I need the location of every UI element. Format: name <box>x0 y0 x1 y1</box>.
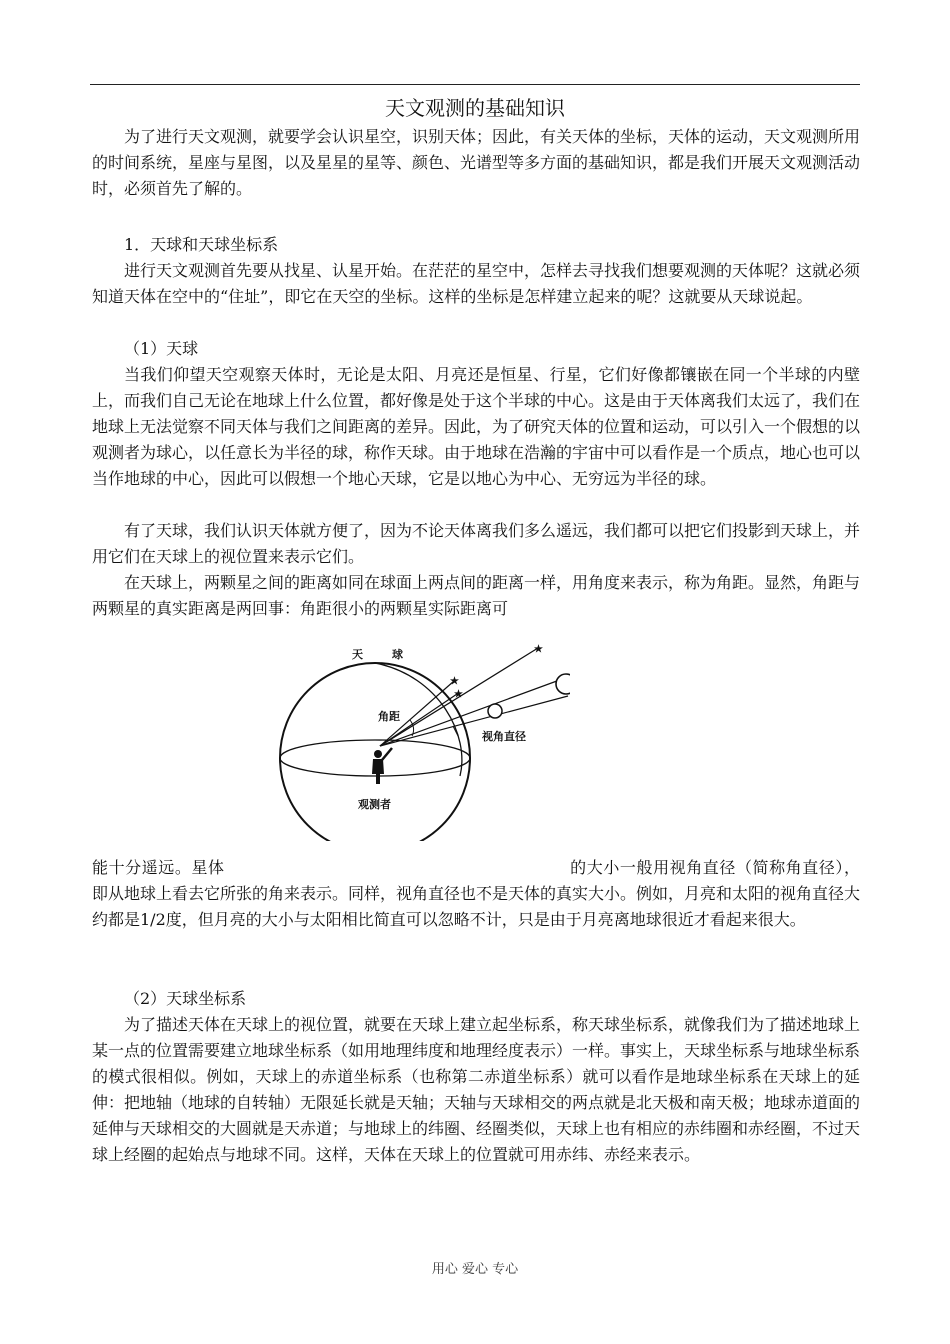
page-title: 天文观测的基础知识 <box>385 96 565 120</box>
subsection-celestial-sphere-heading: （1）天球 <box>124 339 199 358</box>
header-rule <box>90 84 860 85</box>
angular-distance-paragraph: 在天球上，两颗星之间的距离如同在球面上两点间的距离一样，用角度来表示，称为角距。显然，角距与两颗星的真实距离是两回事：角距很小的两颗星实际距离可 <box>92 573 861 618</box>
angular-diameter-paragraph-start: 能十分遥远。星体 <box>92 858 225 877</box>
angular-diameter-paragraph <box>92 855 860 933</box>
label-sphere: 球 <box>392 648 403 661</box>
celestial-sphere-diagram <box>270 636 570 841</box>
label-angular-distance: 角距 <box>378 710 400 723</box>
label-observer: 观测者 <box>358 798 391 811</box>
celestial-sphere-paragraph-1: 当我们仰望天空观察天体时，无论是太阳、月亮还是恒星、行星，它们好像都镶嵌在同一个半球的内壁上，而我们自己无论在地球上什么位置，都好像是处于这个半球的中心。这是由于天体离我们太远了，我们在地球上无法觉察不同天体与我们之间距离的差异。因此，为了研究天体的位置和运动，可以引入一个假想的以观测者为球心，以任意长为半径的球，称作天球。由于地球在浩瀚的宇宙中可以看作是一个质点，地心也可以当作地球的中心，因此可以假想一个地心天球，它是以地心为中心、无穷远为半径的球。 <box>92 365 861 488</box>
subsection-coordinate-system-heading: （2）天球坐标系 <box>124 989 247 1008</box>
telescope-icon <box>382 748 392 760</box>
angular-distance-arc <box>410 720 414 736</box>
celestial-sphere-figure <box>270 636 570 841</box>
observer-body-icon <box>372 759 384 784</box>
moon-icon <box>488 704 502 718</box>
label-angular-diameter: 视角直径 <box>482 730 526 743</box>
star-icon-3: ★ <box>534 644 543 655</box>
label-sky: 天 <box>352 648 363 661</box>
coordinate-system-paragraph: 为了描述天体在天球上的视位置，就要在天球上建立起坐标系，称天球坐标系，就像我们为了描述地球上某一点的位置需要建立地球坐标系（如用地理纬度和地理经度表示）一样。事实上，天球坐标系与地球坐标系的模式很相似。例如，天球上的赤道坐标系（也称第二赤道坐标系）就可以看作是地球坐标系在天球上的延伸：把地轴（地球的自转轴）无限延长就是天轴；天轴与天球相交的两点就是北天极和南天极；地球赤道面的延伸与天球相交的大圆就是天赤道；与地球上的纬圈、经圈类似，天球上也有相应的赤纬圈和赤经圈，不过天球上经圈的起始点与地球不同。这样，天体在天球上的位置就可用赤纬、赤经来表示。 <box>92 1015 861 1164</box>
angular-diameter-paragraph-continued: 的大小一般用视角直径（简称角直径），即从地球上看去它所张的角来表示。同样，视角直径也不是天体的真实大小。例如，月亮和太阳的视角直径大约都是1/2度，但月亮的大小与太阳相比简直可以忽略不计，只是由于月亮离地球很近才看起来很大。 <box>92 858 861 929</box>
star-icon-1: ★ <box>450 676 459 687</box>
celestial-sphere-paragraph-2: 有了天球，我们认识天体就方便了，因为不论天体离我们多么遥远，我们都可以把它们投影到天球上，并用它们在天球上的视位置来表示它们。 <box>92 521 861 566</box>
page-footer: 用心 爱心 专心 <box>431 1262 519 1277</box>
intro-paragraph: 为了进行天文观测，就要学会认识星空，识别天体；因此，有关天体的坐标，天体的运动，天文观测所用的时间系统，星座与星图，以及星星的星等、颜色、光谱型等多方面的基础知识，都是我们开展天文观测活动时，必须首先了解的。 <box>92 127 861 198</box>
star-icon-2: ★ <box>454 689 463 700</box>
observer-head-icon <box>374 750 382 758</box>
section-1-paragraph: 进行天文观测首先要从找星、认星开始。在茫茫的星空中，怎样去寻找我们想要观测的天体呢？这就必须知道天体在空中的“住址”，即它在天空的坐标。这样的坐标是怎样建立起来的呢？这就要从天球说起。 <box>92 261 861 306</box>
section-1-heading: 1．天球和天球坐标系 <box>124 235 279 254</box>
sun-icon <box>556 674 570 694</box>
